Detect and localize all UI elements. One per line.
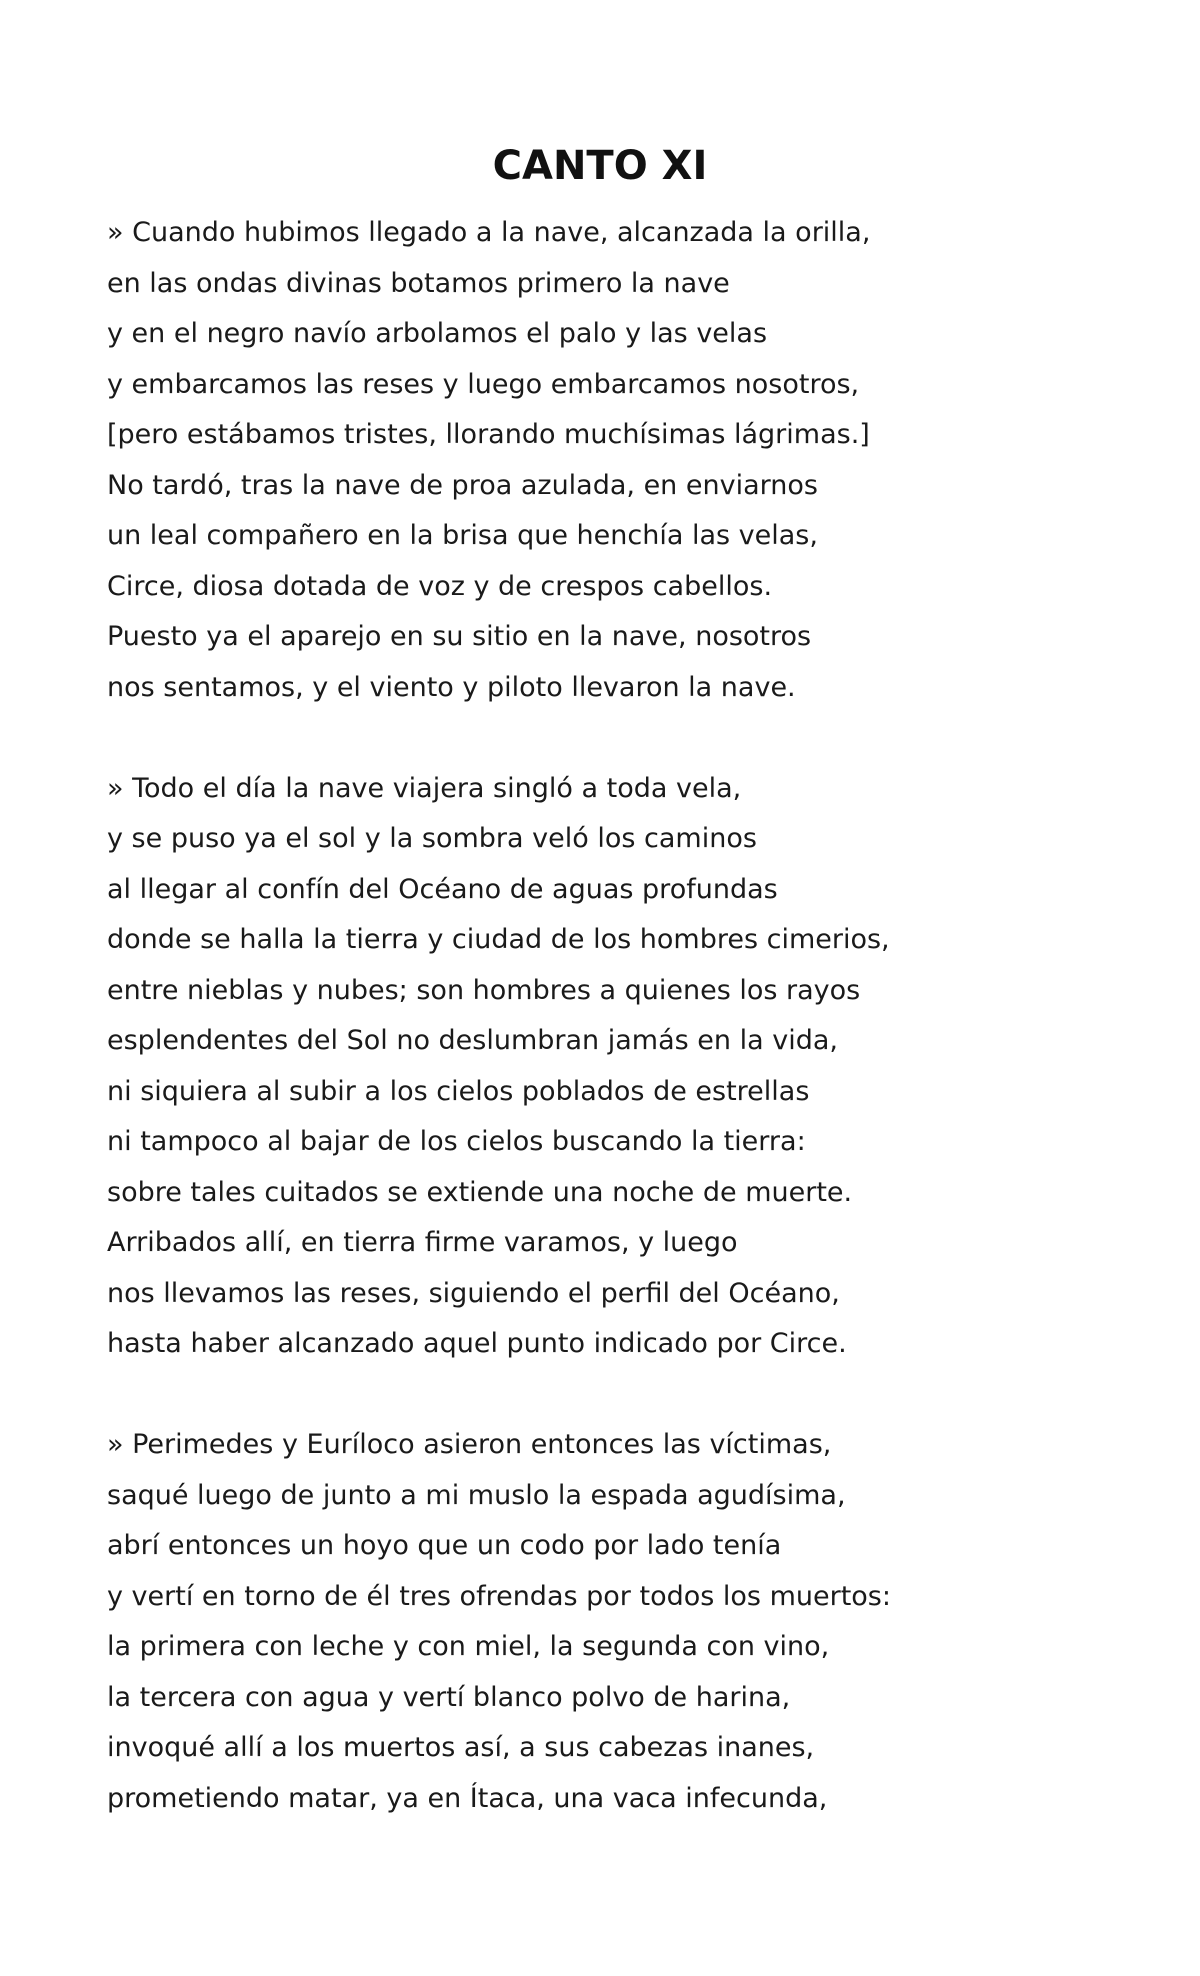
verse-line: esplendentes del Sol no deslumbran jamás en la vida, [107, 1025, 838, 1056]
verse-line: un leal compañero en la brisa que henchía las velas, [107, 520, 818, 551]
verse-line: ni siquiera al subir a los cielos poblados de estrellas [107, 1075, 810, 1107]
verse-line: nos sentamos, y el viento y piloto llevaron la nave. [107, 671, 796, 703]
verse-line: entre nieblas y nubes; son hombres a quienes los rayos [107, 974, 861, 1006]
stanza [107, 208, 1167, 713]
verse-line: abrí entonces un hoyo que un codo por lado tenía [107, 1530, 782, 1561]
stanza [107, 764, 1167, 1370]
verse-line: y embarcamos las reses y luego embarcamos nosotros, [107, 368, 860, 400]
verse-line: hasta haber alcanzado aquel punto indicado por Circe. [107, 1328, 847, 1359]
verse-line: Arribados allí, en tierra firme varamos, y luego [107, 1227, 738, 1258]
verse-line: Circe, diosa dotada de voz y de crespos cabellos. [107, 570, 773, 602]
verse-line: la primera con leche y con miel, la segunda con vino, [107, 1631, 830, 1662]
verse-line: invoqué allí a los muertos así, a sus cabezas inanes, [107, 1732, 815, 1763]
verse-line: y en el negro navío arbolamos el palo y las velas [107, 318, 768, 349]
verse-line: » Perimedes y Euríloco asieron entonces las víctimas, [107, 1429, 832, 1460]
verse-line: Puesto ya el aparejo en su sitio en la nave, nosotros [107, 621, 812, 652]
verse-line: saqué luego de junto a mi muslo la espada agudísima, [107, 1479, 846, 1511]
verse-line: nos llevamos las reses, siguiendo el perfil del Océano, [107, 1277, 840, 1309]
stanza [107, 1420, 1167, 1824]
verse-line: prometiendo matar, ya en Ítaca, una vaca infecunda, [107, 1782, 828, 1814]
verse-line: » Cuando hubimos llegado a la nave, alcanzada la orilla, [107, 217, 871, 248]
verse-line: sobre tales cuitados se extiende una noche de muerte. [107, 1176, 853, 1208]
verse-line: al llegar al confín del Océano de aguas profundas [107, 873, 778, 905]
verse-line: donde se halla la tierra y ciudad de los hombres cimerios, [107, 924, 890, 955]
verse-line: No tardó, tras la nave de proa azulada, en enviarnos [107, 469, 818, 501]
verse-line: y vertí en torno de él tres ofrendas por todos los muertos: [107, 1580, 891, 1612]
verse-line: ni tampoco al bajar de los cielos buscando la tierra: [107, 1126, 806, 1157]
verse-line: la tercera con agua y vertí blanco polvo de harina, [107, 1681, 791, 1713]
verse-line: [pero estábamos tristes, llorando muchísimas lágrimas.] [107, 419, 870, 450]
verse-line: en las ondas divinas botamos primero la nave [107, 267, 730, 299]
verse-line: » Todo el día la nave viajera singló a toda vela, [107, 772, 742, 804]
verse-line: y se puso ya el sol y la sombra veló los caminos [107, 823, 757, 854]
chapter-title: CANTO XI [492, 143, 708, 189]
poem-body [107, 208, 1167, 1875]
